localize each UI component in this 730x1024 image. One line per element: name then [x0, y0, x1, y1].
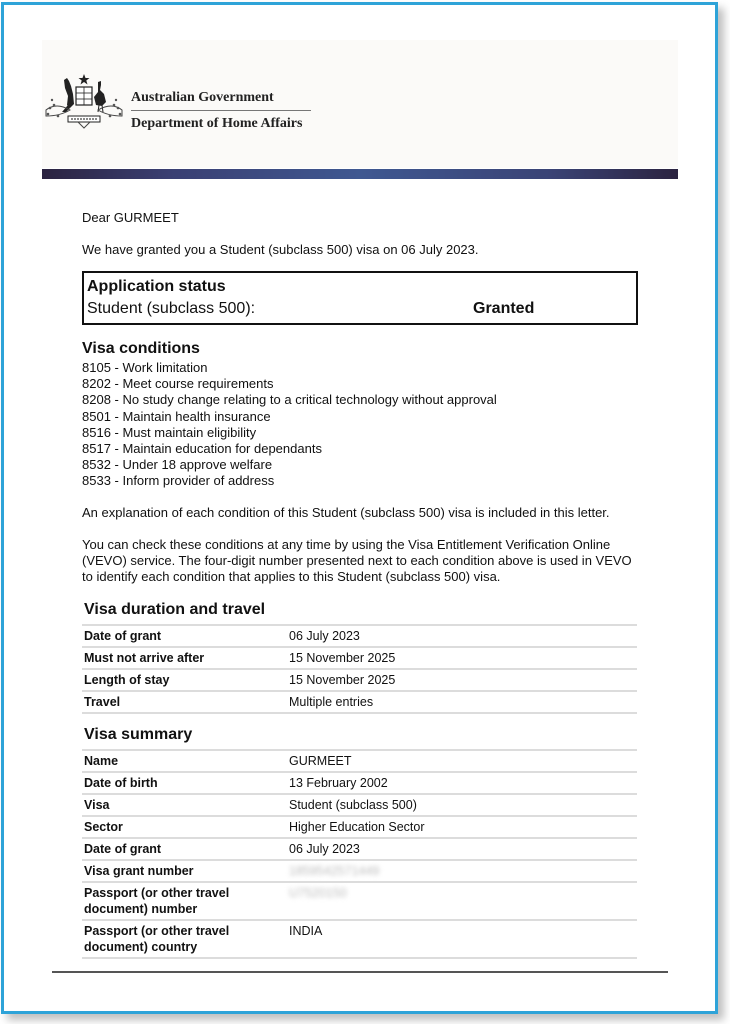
row-value: INDIA	[289, 924, 323, 938]
table-row	[82, 860, 637, 882]
status-visa-label: Student (subclass 500):	[87, 300, 256, 317]
row-label: Passport (or other travel document) country	[84, 924, 230, 954]
visa-conditions-list	[82, 360, 497, 490]
condition-item: 8533 - Inform provider of address	[82, 473, 275, 489]
redacted-passport-number: U7520150	[289, 886, 347, 900]
row-value: Higher Education Sector	[289, 820, 425, 834]
row-value: 15 November 2025	[289, 651, 396, 665]
row-value: GURMEET	[289, 754, 352, 768]
row-label: Length of stay	[84, 673, 170, 687]
condition-item: 8105 - Work limitation	[82, 360, 208, 375]
condition-item: 8532 - Under 18 approve welfare	[82, 457, 273, 473]
condition-item: 8202 - Meet course requirements	[82, 376, 274, 392]
table-row	[82, 691, 637, 713]
row-value: Multiple entries	[289, 695, 374, 709]
row-label: Date of grant	[84, 629, 162, 643]
table-row	[82, 920, 637, 958]
row-label: Visa grant number	[84, 864, 194, 878]
row-value: 13 February 2002	[289, 776, 388, 790]
status-badge: Granted	[473, 300, 535, 317]
row-label: Date of birth	[84, 776, 158, 790]
table-row	[82, 750, 637, 772]
duration-travel-title: Visa duration and travel	[84, 601, 266, 618]
application-status-row	[87, 298, 633, 320]
department-name: Department of Home Affairs	[131, 116, 303, 131]
row-label: Name	[84, 754, 119, 768]
redacted-grant-number: 1859542571449	[289, 864, 380, 878]
coat-of-arms-icon	[42, 72, 126, 134]
row-value-redacted	[287, 860, 637, 882]
condition-item: 8517 - Maintain education for dependants	[82, 441, 322, 457]
table-row	[82, 816, 637, 838]
row-value: 15 November 2025	[289, 673, 396, 687]
conditions-explanation: An explanation of each condition of this Student (subclass 500) visa is included in this letter.	[82, 505, 610, 520]
row-value: Student (subclass 500)	[289, 798, 417, 812]
condition-item: 8516 - Must maintain eligibility	[82, 424, 257, 440]
table-row	[82, 669, 637, 691]
row-value: 06 July 2023	[289, 842, 360, 856]
row-label: Travel	[84, 695, 121, 709]
row-label: Date of grant	[84, 842, 162, 856]
condition-item: 8501 - Maintain health insurance	[82, 408, 271, 424]
row-label: Visa	[84, 798, 110, 812]
application-status-title: Application status	[87, 278, 226, 295]
visa-summary-table	[82, 749, 637, 959]
table-row	[82, 794, 637, 816]
government-wordmark	[131, 90, 311, 132]
row-label: Sector	[84, 820, 123, 834]
header-divider-bar	[42, 169, 678, 179]
table-row	[82, 647, 637, 669]
table-row	[82, 838, 637, 860]
visa-summary-title: Visa summary	[84, 726, 193, 743]
grant-statement: We have granted you a Student (subclass 500) visa on 06 July 2023.	[82, 242, 479, 257]
visa-conditions-title: Visa conditions	[82, 340, 200, 357]
row-value-redacted	[287, 882, 637, 920]
table-row	[82, 772, 637, 794]
greeting: Dear GURMEET	[82, 210, 179, 225]
condition-item: 8208 - No study change relating to a critical technology without approval	[82, 392, 497, 408]
table-row	[82, 882, 637, 920]
vevo-note: You can check these conditions at any time by using the Visa Entitlement Verification Online (VEVO) service. The four-digit number presented next to each condition above is used in VEVO to identify each condition that applies to this Student (subclass 500) visa.	[82, 537, 632, 585]
duration-travel-table	[82, 624, 637, 714]
organisation-name: Australian Government	[131, 90, 311, 111]
table-row	[82, 625, 637, 647]
application-status-box	[82, 271, 638, 325]
row-value: 06 July 2023	[289, 629, 360, 643]
row-label: Must not arrive after	[84, 651, 205, 665]
row-label: Passport (or other travel document) number	[84, 886, 230, 916]
footer-divider	[52, 971, 668, 973]
